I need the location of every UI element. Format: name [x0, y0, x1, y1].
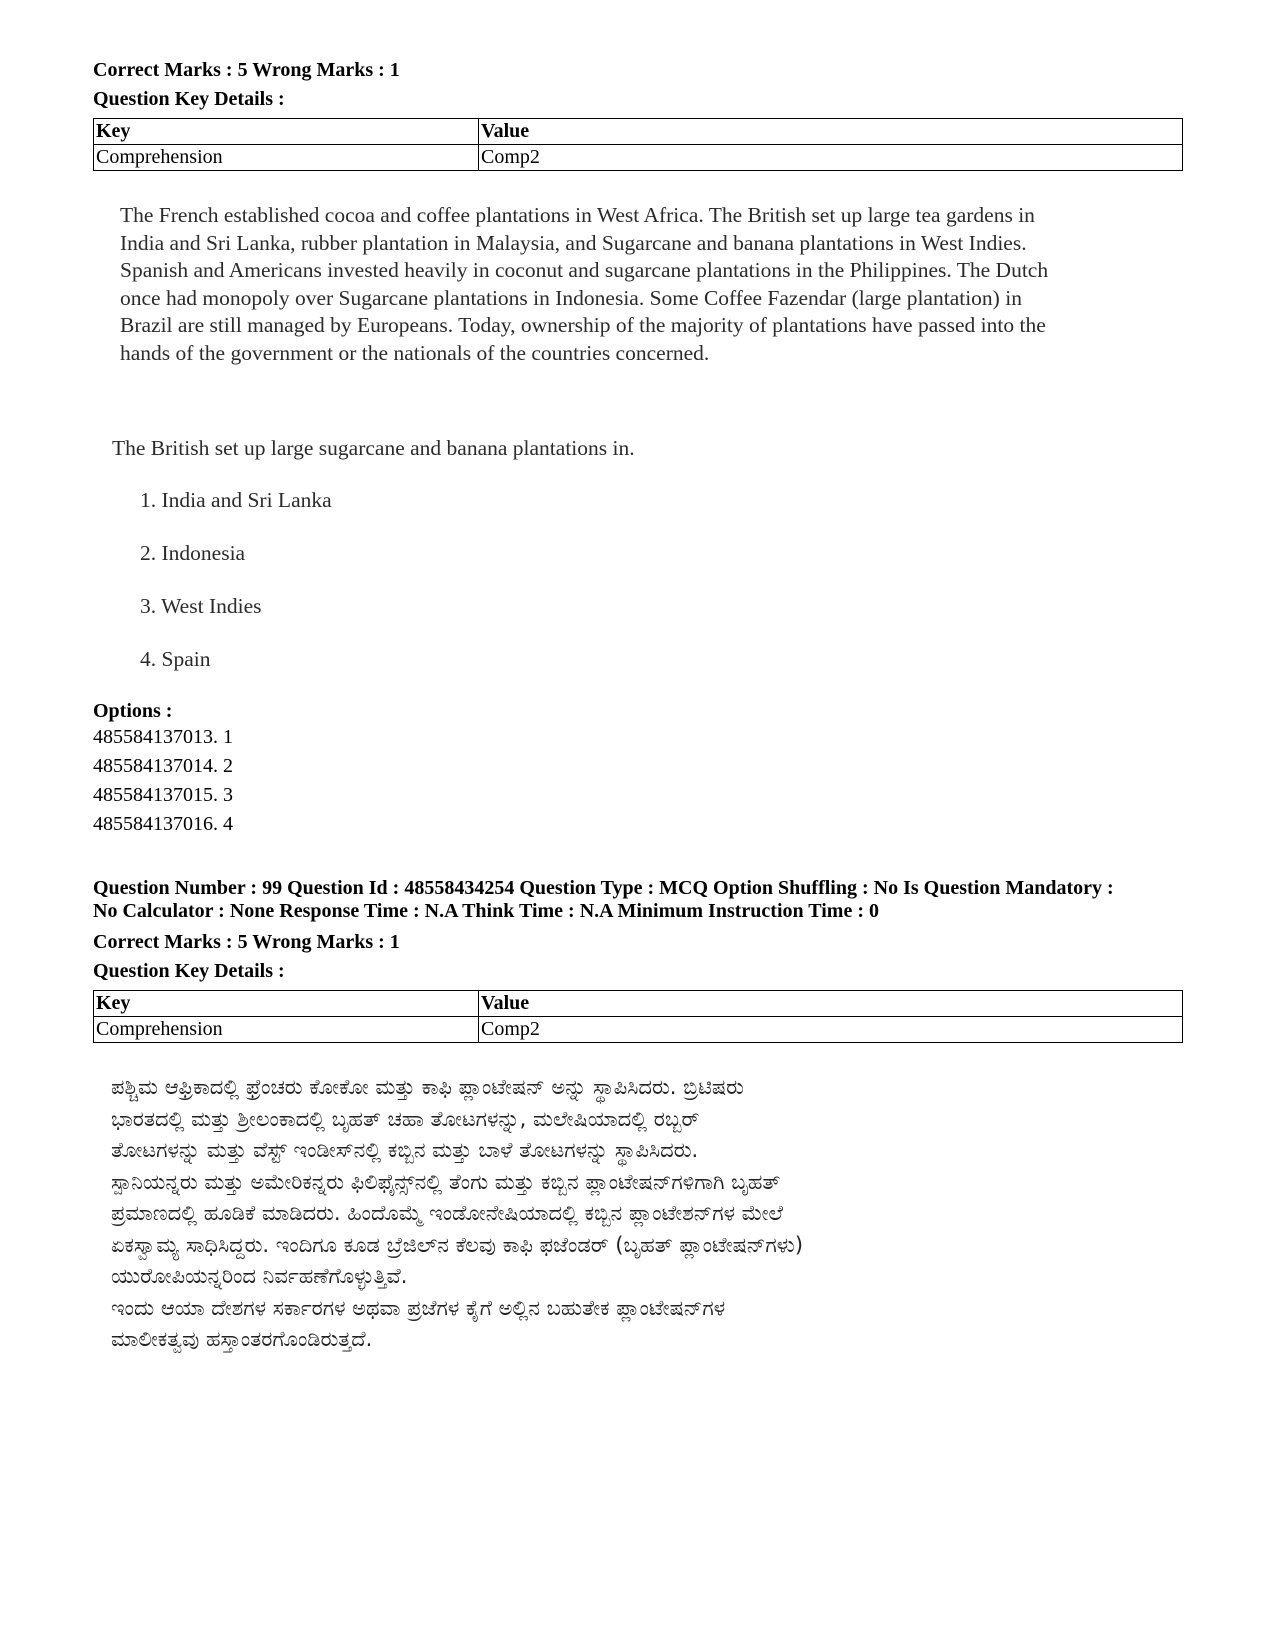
kannada-line: ಭಾರತದಲ್ಲಿ ಮತ್ತು ಶ್ರೀಲಂಕಾದಲ್ಲಿ ಬೃಹತ್ ಚಹಾ ತೋಟಗಳನ್ನು, ಮಲೇಷಿಯಾದಲ್ಲಿ ರಬ್ಬರ್: [111, 1106, 700, 1131]
key-details-table-1: [93, 118, 1183, 171]
question-header-line-2: No Calculator : None Response Time : N.A Think Time : N.A Minimum Instruction Time : 0: [93, 900, 879, 922]
answer-choice: 1. India and Sri Lanka: [140, 488, 332, 512]
kannada-line: ಏಕಸ್ವಾಮ್ಯ ಸಾಧಿಸಿದ್ದರು. ಇಂದಿಗೂ ಕೂಡ ಬ್ರೆಜಿಲ್‌ನ ಕೆಲವು ಕಾಫಿ ಫಜೆಂಡರ್ (ಬೃಹತ್ ಪ್ಲಾಂಟೇಷನ್‌ಗಳು): [111, 1232, 804, 1257]
table-cell-value: Comp2: [479, 145, 1183, 171]
kannada-line: ಮಾಲೀಕತ್ವವು ಹಸ್ತಾಂತರಗೊಂಡಿರುತ್ತದೆ.: [111, 1327, 373, 1351]
passage-line: India and Sri Lanka, rubber plantation in Malaysia, and Sugarcane and banana plantations in West Indies.: [120, 230, 1027, 255]
option-item: 485584137014. 2: [93, 755, 233, 777]
english-passage: [120, 202, 1180, 367]
question-text: The British set up large sugarcane and banana plantations in.: [112, 436, 635, 460]
option-item: 485584137016. 4: [93, 813, 233, 835]
table-cell-key: Comprehension: [94, 1017, 479, 1043]
table-header-key: Key: [94, 119, 479, 145]
answer-choice: 4. Spain: [140, 647, 211, 671]
kannada-passage: [111, 1072, 1191, 1356]
passage-line: Brazil are still managed by Europeans. Today, ownership of the majority of plantations have passed into the: [120, 313, 1046, 337]
kannada-line: ಸ್ಪಾನಿಯನ್ನರು ಮತ್ತು ಅಮೇರಿಕನ್ನರು ಫಿಲಿಫೈನ್ಸ್‌ನಲ್ಲಿ ತೆಂಗು ಮತ್ತು ಕಬ್ಬಿನ ಪ್ಲಾಂಟೇಷನ್‌ಗಳಿಗಾಗಿ ಬೃಹತ್: [111, 1169, 781, 1194]
passage-line: The French established cocoa and coffee plantations in West Africa. The British set up large tea gardens in: [120, 203, 1035, 227]
key-details-table-2: [93, 990, 1183, 1043]
table-cell-value: Comp2: [479, 1017, 1183, 1043]
table-header-key: Key: [94, 991, 479, 1017]
answer-choice: 3. West Indies: [140, 594, 262, 618]
table-row: [94, 1017, 1183, 1043]
table-header-row: [94, 991, 1183, 1017]
kannada-line: ಯುರೋಪಿಯನ್ನರಿಂದ ನಿರ್ವಹಣೆಗೊಳ್ಳುತ್ತಿವೆ.: [111, 1264, 408, 1288]
key-details-label-2: Question Key Details :: [93, 960, 285, 982]
option-item: 485584137015. 3: [93, 784, 233, 806]
option-item: 485584137013. 1: [93, 726, 233, 748]
kannada-line: ಪಶ್ಚಿಮ ಆಫ್ರಿಕಾದಲ್ಲಿ ಫ್ರೆಂಚರು ಕೋಕೋ ಮತ್ತು ಕಾಫಿ ಪ್ಲಾಂಟೇಷನ್ ಅನ್ನು ಸ್ಥಾಪಿಸಿದರು. ಬ್ರಿಟಿಷರು: [111, 1075, 744, 1099]
kannada-line: ಪ್ರಮಾಣದಲ್ಲಿ ಹೂಡಿಕೆ ಮಾಡಿದರು. ಹಿಂದೊಮ್ಮೆ ಇಂಡೋನೇಷಿಯಾದಲ್ಲಿ ಕಬ್ಬಿನ ಪ್ಲಾಂಟೇಶನ್‌ಗಳ ಮೇಲೆ: [111, 1201, 783, 1225]
passage-line: hands of the government or the nationals of the countries concerned.: [120, 340, 710, 365]
table-header-row: [94, 119, 1183, 145]
passage-line: once had monopoly over Sugarcane plantations in Indonesia. Some Coffee Fazendar (large plantation) in: [120, 285, 1022, 310]
table-row: [94, 145, 1183, 171]
table-cell-key: Comprehension: [94, 145, 479, 171]
key-details-label-1: Question Key Details :: [93, 88, 285, 110]
answer-choice: 2. Indonesia: [140, 541, 246, 565]
kannada-line: ಇಂದು ಆಯಾ ದೇಶಗಳ ಸರ್ಕಾರಗಳ ಅಥವಾ ಪ್ರಜೆಗಳ ಕೈಗೆ ಅಲ್ಲಿನ ಬಹುತೇಕ ಪ್ಲಾಂಟೇಷನ್‌ಗಳ: [111, 1295, 726, 1320]
options-label: Options :: [93, 700, 173, 722]
marks-line-2: Correct Marks : 5 Wrong Marks : 1: [93, 931, 400, 953]
question-header-line-1: Question Number : 99 Question Id : 48558434254 Question Type : MCQ Option Shuffling : No Is Question Mandatory :: [93, 877, 1114, 899]
kannada-line: ತೋಟಗಳನ್ನು ಮತ್ತು ವೆಸ್ಟ್ ಇಂಡೀಸ್‌ನಲ್ಲಿ ಕಬ್ಬಿನ ಮತ್ತು ಬಾಳೆ ತೋಟಗಳನ್ನು ಸ್ಥಾಪಿಸಿದರು.: [111, 1138, 699, 1162]
marks-line-1: Correct Marks : 5 Wrong Marks : 1: [93, 59, 400, 81]
table-header-value: Value: [479, 991, 1183, 1017]
passage-line: Spanish and Americans invested heavily in coconut and sugarcane plantations in the Philippines. The Dutch: [120, 258, 1049, 282]
table-header-value: Value: [479, 119, 1183, 145]
